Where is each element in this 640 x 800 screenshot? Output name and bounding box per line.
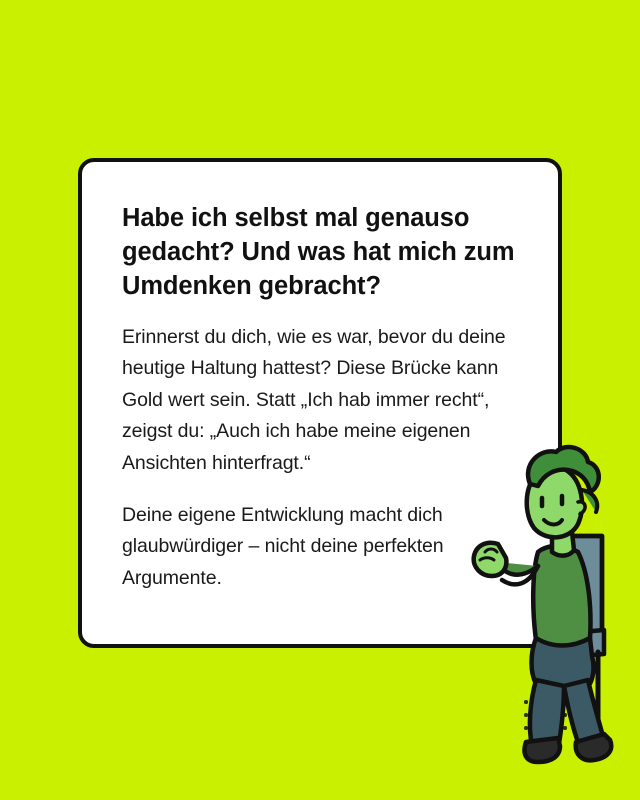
seated-person-illustration	[452, 440, 640, 780]
card-title: Habe ich selbst mal genauso gedacht? Und was hat mich zum Umdenken gebracht?	[122, 204, 515, 300]
card-paragraph-2: Deine eigene Entwicklung macht dich glaubwürdiger – nicht deine perfekten Argumente.	[122, 503, 444, 589]
card-paragraph-1: Erinnerst du dich, wie es war, bevor du deine heutige Haltung hattest? Diese Brücke kann Gold wert sein. Statt „Ich hab immer recht“, zeigst du: „Auch ich habe meine eigenen Ansichten hinterfragt.“	[122, 325, 506, 475]
